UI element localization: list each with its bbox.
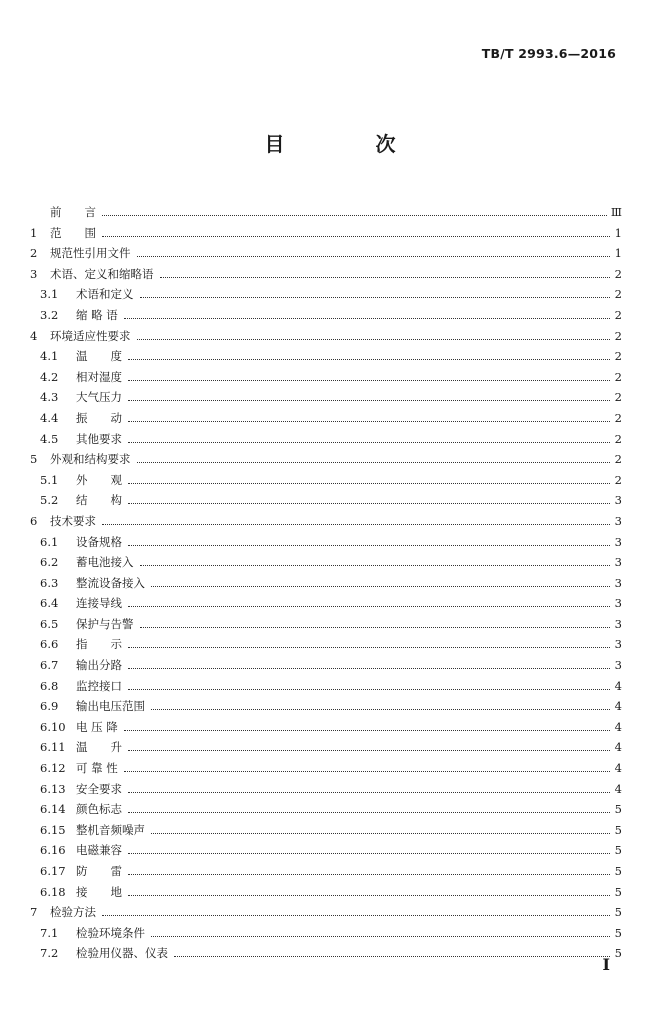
toc-entry[interactable] bbox=[30, 389, 622, 410]
toc-entry[interactable] bbox=[30, 513, 622, 534]
toc-entry-page: 2 bbox=[614, 307, 622, 322]
toc-entry-number: 3 bbox=[30, 266, 38, 281]
toc-title: 目 次 bbox=[264, 132, 438, 156]
toc-entry-title: 前 言 bbox=[50, 205, 96, 219]
toc-entry-page: 5 bbox=[614, 802, 622, 817]
toc-leader-dots bbox=[128, 472, 610, 484]
toc-leader-dots bbox=[128, 884, 610, 896]
toc-entry-number: 4.5 bbox=[40, 431, 59, 446]
toc-entry-number: 6.16 bbox=[40, 843, 66, 858]
toc-entry[interactable] bbox=[30, 286, 622, 307]
toc-entry-number: 6.5 bbox=[40, 616, 59, 631]
toc-leader-dots bbox=[128, 842, 610, 854]
toc-entry[interactable] bbox=[30, 678, 622, 699]
toc-entry[interactable] bbox=[30, 328, 622, 349]
toc-leader-dots bbox=[140, 286, 611, 298]
toc-leader-dots bbox=[102, 225, 610, 237]
toc-entry-title: 大气压力 bbox=[76, 390, 122, 405]
standard-code: TB/T 2993.6—2016 bbox=[481, 46, 616, 61]
toc-entry-number: 3.1 bbox=[40, 287, 59, 302]
toc-entry-title: 电 压 降 bbox=[76, 719, 118, 734]
toc-leader-dots bbox=[128, 739, 610, 751]
toc-entry-page: 4 bbox=[614, 719, 622, 734]
toc-leader-dots bbox=[128, 657, 610, 669]
toc-entry-title: 电磁兼容 bbox=[76, 843, 122, 858]
toc-entry[interactable] bbox=[30, 781, 622, 802]
toc-entry[interactable] bbox=[30, 245, 622, 266]
toc-entry[interactable] bbox=[30, 307, 622, 328]
toc-entry[interactable] bbox=[30, 760, 622, 781]
toc-entry[interactable] bbox=[30, 348, 622, 369]
toc-entry-number: 5.2 bbox=[40, 493, 59, 508]
toc-entry-page: 5 bbox=[614, 843, 622, 858]
toc-leader-dots bbox=[137, 451, 611, 463]
toc-leader-dots bbox=[102, 513, 610, 525]
toc-entry-title: 温 度 bbox=[76, 349, 122, 364]
toc-entry-number: 6.15 bbox=[40, 822, 66, 837]
toc-entry-page: 2 bbox=[614, 472, 622, 487]
toc-entry-page: 3 bbox=[614, 596, 622, 611]
toc-entry-page: 5 bbox=[614, 925, 622, 940]
toc-entry-page: 5 bbox=[614, 864, 622, 878]
toc-entry-title: 安全要求 bbox=[76, 781, 122, 796]
toc-entry-number: 6.3 bbox=[40, 575, 59, 590]
toc-entry-title: 输出分路 bbox=[76, 658, 122, 673]
toc-entry[interactable] bbox=[30, 472, 622, 493]
toc-entry-title: 监控接口 bbox=[76, 678, 122, 693]
toc-entry[interactable] bbox=[30, 451, 622, 472]
toc-entry[interactable] bbox=[30, 595, 622, 616]
toc-entry[interactable] bbox=[30, 945, 622, 966]
toc-entry-title: 可 靠 性 bbox=[76, 761, 118, 776]
toc-leader-dots bbox=[151, 822, 610, 834]
toc-entry-page: 4 bbox=[614, 781, 622, 796]
toc-entry-title: 相对湿度 bbox=[76, 369, 122, 384]
toc-entry-number: 2 bbox=[30, 246, 38, 261]
toc-entry-title: 技术要求 bbox=[50, 513, 96, 528]
toc-leader-dots bbox=[128, 431, 610, 443]
toc-leader-dots bbox=[128, 369, 610, 381]
toc-leader-dots bbox=[128, 636, 610, 648]
toc-entry-page: 3 bbox=[614, 575, 622, 590]
toc-entry-page: 2 bbox=[614, 390, 622, 405]
toc-entry-number: 6.11 bbox=[40, 740, 66, 755]
toc-entry[interactable] bbox=[30, 369, 622, 390]
toc-entry-title: 整流设备接入 bbox=[76, 575, 145, 590]
toc-leader-dots bbox=[174, 945, 610, 957]
toc-entry-page: 3 bbox=[614, 637, 622, 652]
toc-entry-page: 3 bbox=[614, 534, 622, 549]
toc-entry-number: 6.6 bbox=[40, 637, 59, 652]
toc-entry-page: 2 bbox=[614, 328, 622, 343]
toc-entry-title: 检验用仪器、仪表 bbox=[76, 946, 168, 961]
toc-entry-title: 颜色标志 bbox=[76, 802, 122, 817]
toc-leader-dots bbox=[128, 534, 610, 546]
toc-entry-page: 5 bbox=[614, 822, 622, 837]
toc-leader-dots bbox=[151, 698, 610, 710]
toc-entry-title: 整机音频噪声 bbox=[76, 822, 145, 837]
toc-entry[interactable] bbox=[30, 698, 622, 719]
toc-entry-title: 范 围 bbox=[50, 225, 96, 240]
toc-entry[interactable] bbox=[30, 884, 622, 905]
toc-entry-title: 输出电压范围 bbox=[76, 699, 145, 714]
toc-entry[interactable] bbox=[30, 266, 622, 287]
toc-entry-page: 4 bbox=[614, 740, 622, 755]
toc-leader-dots bbox=[128, 863, 610, 875]
toc-entry-title: 规范性引用文件 bbox=[50, 246, 131, 261]
toc-entry-title: 术语、定义和缩略语 bbox=[50, 266, 154, 281]
toc-entry-title: 外观和结构要求 bbox=[50, 452, 131, 467]
toc-entry-title: 设备规格 bbox=[76, 534, 122, 549]
toc-entry-page: 4 bbox=[614, 678, 622, 693]
toc-entry-page: 3 bbox=[614, 555, 622, 570]
toc-entry-title: 蓄电池接入 bbox=[76, 555, 134, 570]
toc-leader-dots bbox=[137, 328, 611, 340]
toc-entry-page: 4 bbox=[614, 699, 622, 714]
toc-entry-number: 5.1 bbox=[40, 472, 59, 487]
toc-entry-title: 连接导线 bbox=[76, 596, 122, 611]
toc-entry-page: 4 bbox=[614, 761, 622, 776]
page-number: I bbox=[602, 955, 610, 974]
toc-entry-title: 外 观 bbox=[76, 472, 122, 487]
toc-entry[interactable] bbox=[30, 225, 622, 246]
toc-entry-number: 6.2 bbox=[40, 555, 59, 570]
toc-entry-page: 5 bbox=[614, 946, 622, 961]
toc-leader-dots bbox=[140, 616, 611, 628]
toc-entry-page: 3 bbox=[614, 513, 622, 528]
toc-entry[interactable] bbox=[30, 842, 622, 863]
toc-entry-page: 2 bbox=[614, 287, 622, 302]
toc-entry-title: 防 雷 bbox=[76, 864, 122, 878]
toc-entry-page: 2 bbox=[614, 349, 622, 364]
toc-entry-number: 7.1 bbox=[40, 925, 59, 940]
toc-entry[interactable] bbox=[30, 925, 622, 946]
toc-leader-dots bbox=[128, 348, 610, 360]
toc-entry-number: 6.9 bbox=[40, 699, 59, 714]
toc-entry-title: 检验环境条件 bbox=[76, 925, 145, 940]
toc-entry-number: 1 bbox=[30, 225, 38, 240]
toc-entry[interactable] bbox=[30, 616, 622, 637]
toc-leader-dots bbox=[128, 410, 610, 422]
toc-entry-title: 缩 略 语 bbox=[76, 307, 118, 322]
toc-entry[interactable] bbox=[30, 719, 622, 740]
toc-entry-page: 2 bbox=[614, 266, 622, 281]
toc-leader-dots bbox=[124, 719, 610, 731]
toc-entry-number: 4.1 bbox=[40, 349, 59, 364]
toc-entry[interactable] bbox=[30, 657, 622, 678]
toc-entry-number: 6.14 bbox=[40, 802, 66, 817]
toc-entry-page: 2 bbox=[614, 369, 622, 384]
toc-leader-dots bbox=[128, 781, 610, 793]
toc-entry-page: 5 bbox=[614, 905, 622, 920]
toc-entry-page: 1 bbox=[614, 225, 622, 240]
toc-entry-number: 6.7 bbox=[40, 658, 59, 673]
toc-entry[interactable] bbox=[30, 575, 622, 596]
toc-entry-number: 4.4 bbox=[40, 410, 59, 425]
toc-entry-title: 保护与告警 bbox=[76, 616, 134, 631]
toc-leader-dots bbox=[151, 575, 610, 587]
toc-entry[interactable] bbox=[30, 431, 622, 452]
toc-leader-dots bbox=[128, 389, 610, 401]
toc-entry-title: 振 动 bbox=[76, 410, 122, 425]
toc-leader-dots bbox=[124, 760, 610, 772]
toc-entry-page: 1 bbox=[614, 246, 622, 261]
toc-entry-number: 6.1 bbox=[40, 534, 59, 549]
toc-leader-dots bbox=[160, 266, 611, 278]
toc-entry-number: 6.10 bbox=[40, 719, 66, 734]
toc-entry-page: 3 bbox=[614, 493, 622, 508]
toc-entry-page: 3 bbox=[614, 658, 622, 673]
toc-entry[interactable] bbox=[30, 554, 622, 575]
toc-leader-dots bbox=[128, 595, 610, 607]
toc-entry-number: 6.13 bbox=[40, 781, 66, 796]
toc-entry[interactable] bbox=[30, 801, 622, 822]
toc-entry-number: 7 bbox=[30, 905, 38, 920]
toc-entry-page: 2 bbox=[614, 431, 622, 446]
toc-entry[interactable] bbox=[30, 410, 622, 431]
toc-entry-number: 6.18 bbox=[40, 884, 66, 899]
toc-entry-number: 6.12 bbox=[40, 761, 66, 776]
toc-entry-page: 2 bbox=[614, 410, 622, 425]
toc-entry-page: Ⅲ bbox=[610, 205, 622, 219]
toc-leader-dots bbox=[140, 554, 611, 566]
toc-entry-title: 检验方法 bbox=[50, 905, 96, 920]
toc-entry-title: 指 示 bbox=[76, 637, 122, 652]
toc-entry[interactable] bbox=[30, 534, 622, 555]
toc-entry-number: 6 bbox=[30, 513, 38, 528]
toc-entry-number: 6.4 bbox=[40, 596, 59, 611]
toc-entry-page: 5 bbox=[614, 884, 622, 899]
toc-entry-number: 4.3 bbox=[40, 390, 59, 405]
toc-entry-title: 环境适应性要求 bbox=[50, 328, 131, 343]
toc-entry-title: 结 构 bbox=[76, 493, 122, 508]
toc-leader-dots bbox=[128, 801, 610, 813]
toc-leader-dots bbox=[137, 245, 611, 257]
toc-entry-number: 4 bbox=[30, 328, 38, 343]
toc-entry-title: 温 升 bbox=[76, 740, 122, 755]
toc-entry-title: 其他要求 bbox=[76, 431, 122, 446]
toc-entry[interactable] bbox=[30, 904, 622, 925]
toc-entry[interactable] bbox=[30, 204, 622, 225]
toc-entry-number: 4.2 bbox=[40, 369, 59, 384]
table-of-contents bbox=[30, 204, 622, 966]
toc-leader-dots bbox=[124, 307, 610, 319]
toc-entry-number: 7.2 bbox=[40, 946, 59, 961]
toc-entry-title: 接 地 bbox=[76, 884, 122, 899]
toc-entry-page: 3 bbox=[614, 616, 622, 631]
toc-leader-dots bbox=[128, 492, 610, 504]
toc-entry-title: 术语和定义 bbox=[76, 287, 134, 302]
toc-entry[interactable] bbox=[30, 492, 622, 513]
toc-entry-number: 6.17 bbox=[40, 864, 66, 878]
toc-entry[interactable] bbox=[30, 739, 622, 760]
toc-entry-number: 6.8 bbox=[40, 678, 59, 693]
toc-leader-dots bbox=[151, 925, 610, 937]
toc-entry-number: 3.2 bbox=[40, 307, 59, 322]
toc-entry-page: 2 bbox=[614, 452, 622, 467]
toc-entry[interactable] bbox=[30, 863, 622, 884]
toc-entry[interactable] bbox=[30, 636, 622, 657]
toc-entry[interactable] bbox=[30, 822, 622, 843]
toc-leader-dots bbox=[102, 204, 607, 216]
toc-leader-dots bbox=[102, 904, 610, 916]
toc-leader-dots bbox=[128, 678, 610, 690]
toc-entry-number: 5 bbox=[30, 452, 38, 467]
